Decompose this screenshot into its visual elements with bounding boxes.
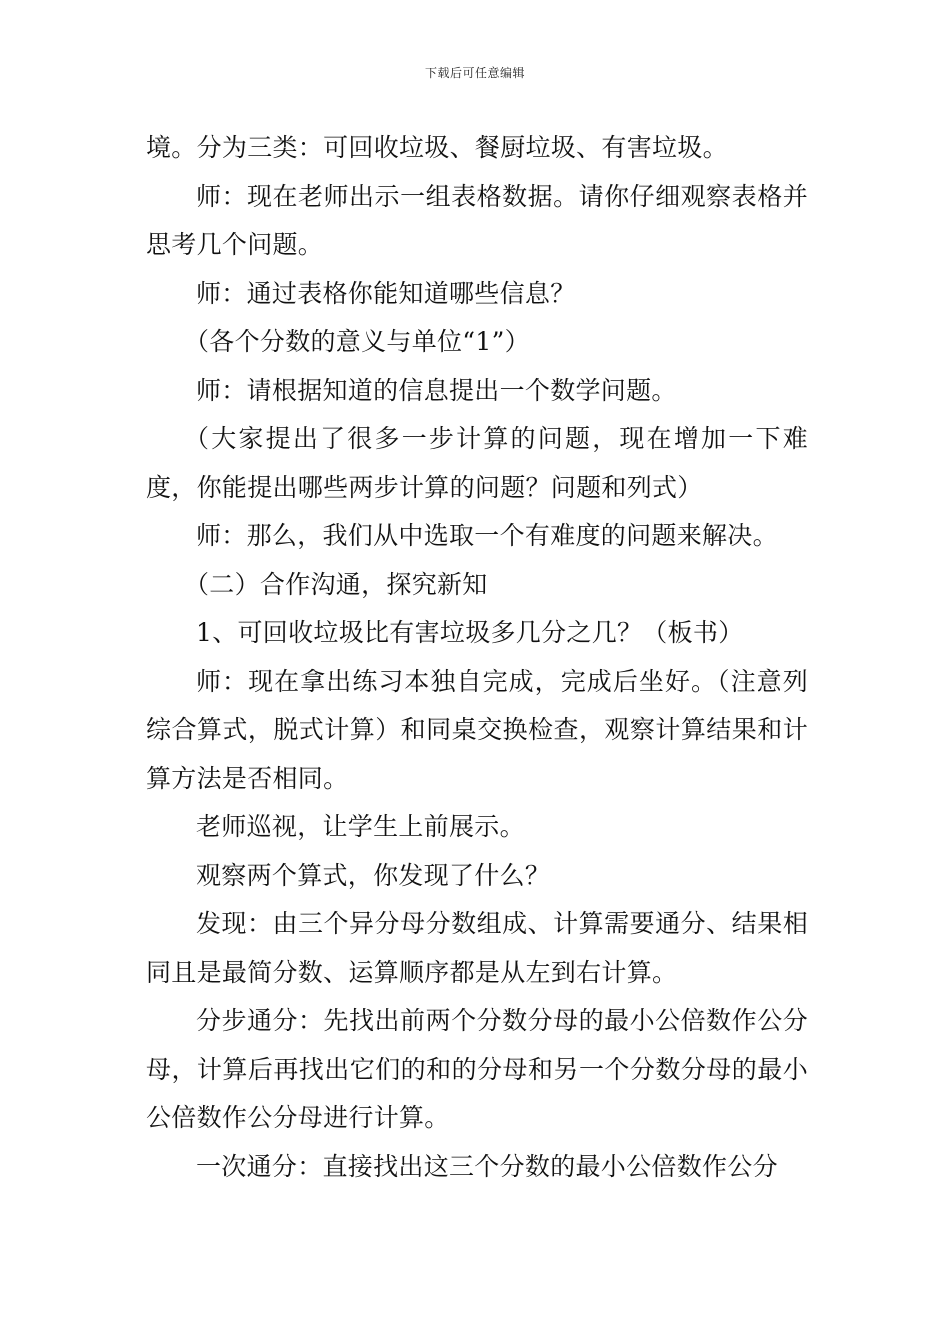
paragraph-10: 师：现在拿出练习本独自完成，完成后坐好。（注意列综合算式，脱式计算）和同桌交换检查，观察计算结果和计算方法是否相同。 [146,666,808,793]
paragraph-12: 观察两个算式，你发现了什么？ [196,860,551,890]
page-header-note: 下载后可任意编辑 [424,66,525,80]
paragraph-6: （大家提出了很多一步计算的问题，现在增加一下难度，你能提出哪些两步计算的问题？问题和列式） [146,424,808,502]
document-body [146,124,808,1191]
paragraph-14: 分步通分：先找出前两个分数分母的最小公倍数作公分母，计算后再找出它们的和的分母和另一个分数分母的最小公倍数作公分母进行计算。 [146,1006,808,1132]
paragraph-11: 老师巡视，让学生上前展示。 [196,812,525,841]
paragraph-9: 1、可回收垃圾比有害垃圾多几分之几？（板书） [196,618,744,647]
paragraph-15: 一次通分：直接找出这三个分数的最小公倍数作公分 [196,1151,778,1181]
paragraph-1: 境。分为三类：可回收垃圾、餐厨垃圾、有害垃圾。 [146,133,728,162]
paragraph-7: 师：那么，我们从中选取一个有难度的问题来解决。 [196,521,778,550]
paragraph-2: 师：现在老师出示一组表格数据。请你仔细观察表格并思考几个问题。 [146,181,808,259]
paragraph-13: 发现：由三个异分母分数组成、计算需要通分、结果相同且是最简分数、运算顺序都是从左到右计算。 [146,909,808,987]
paragraph-5: 师：请根据知道的信息提出一个数学问题。 [196,375,677,405]
paragraph-3: 师：通过表格你能知道哪些信息？ [196,278,576,308]
section-heading: （二）合作沟通，探究新知 [184,569,488,599]
paragraph-4: （各个分数的意义与单位“1”） [184,327,530,356]
